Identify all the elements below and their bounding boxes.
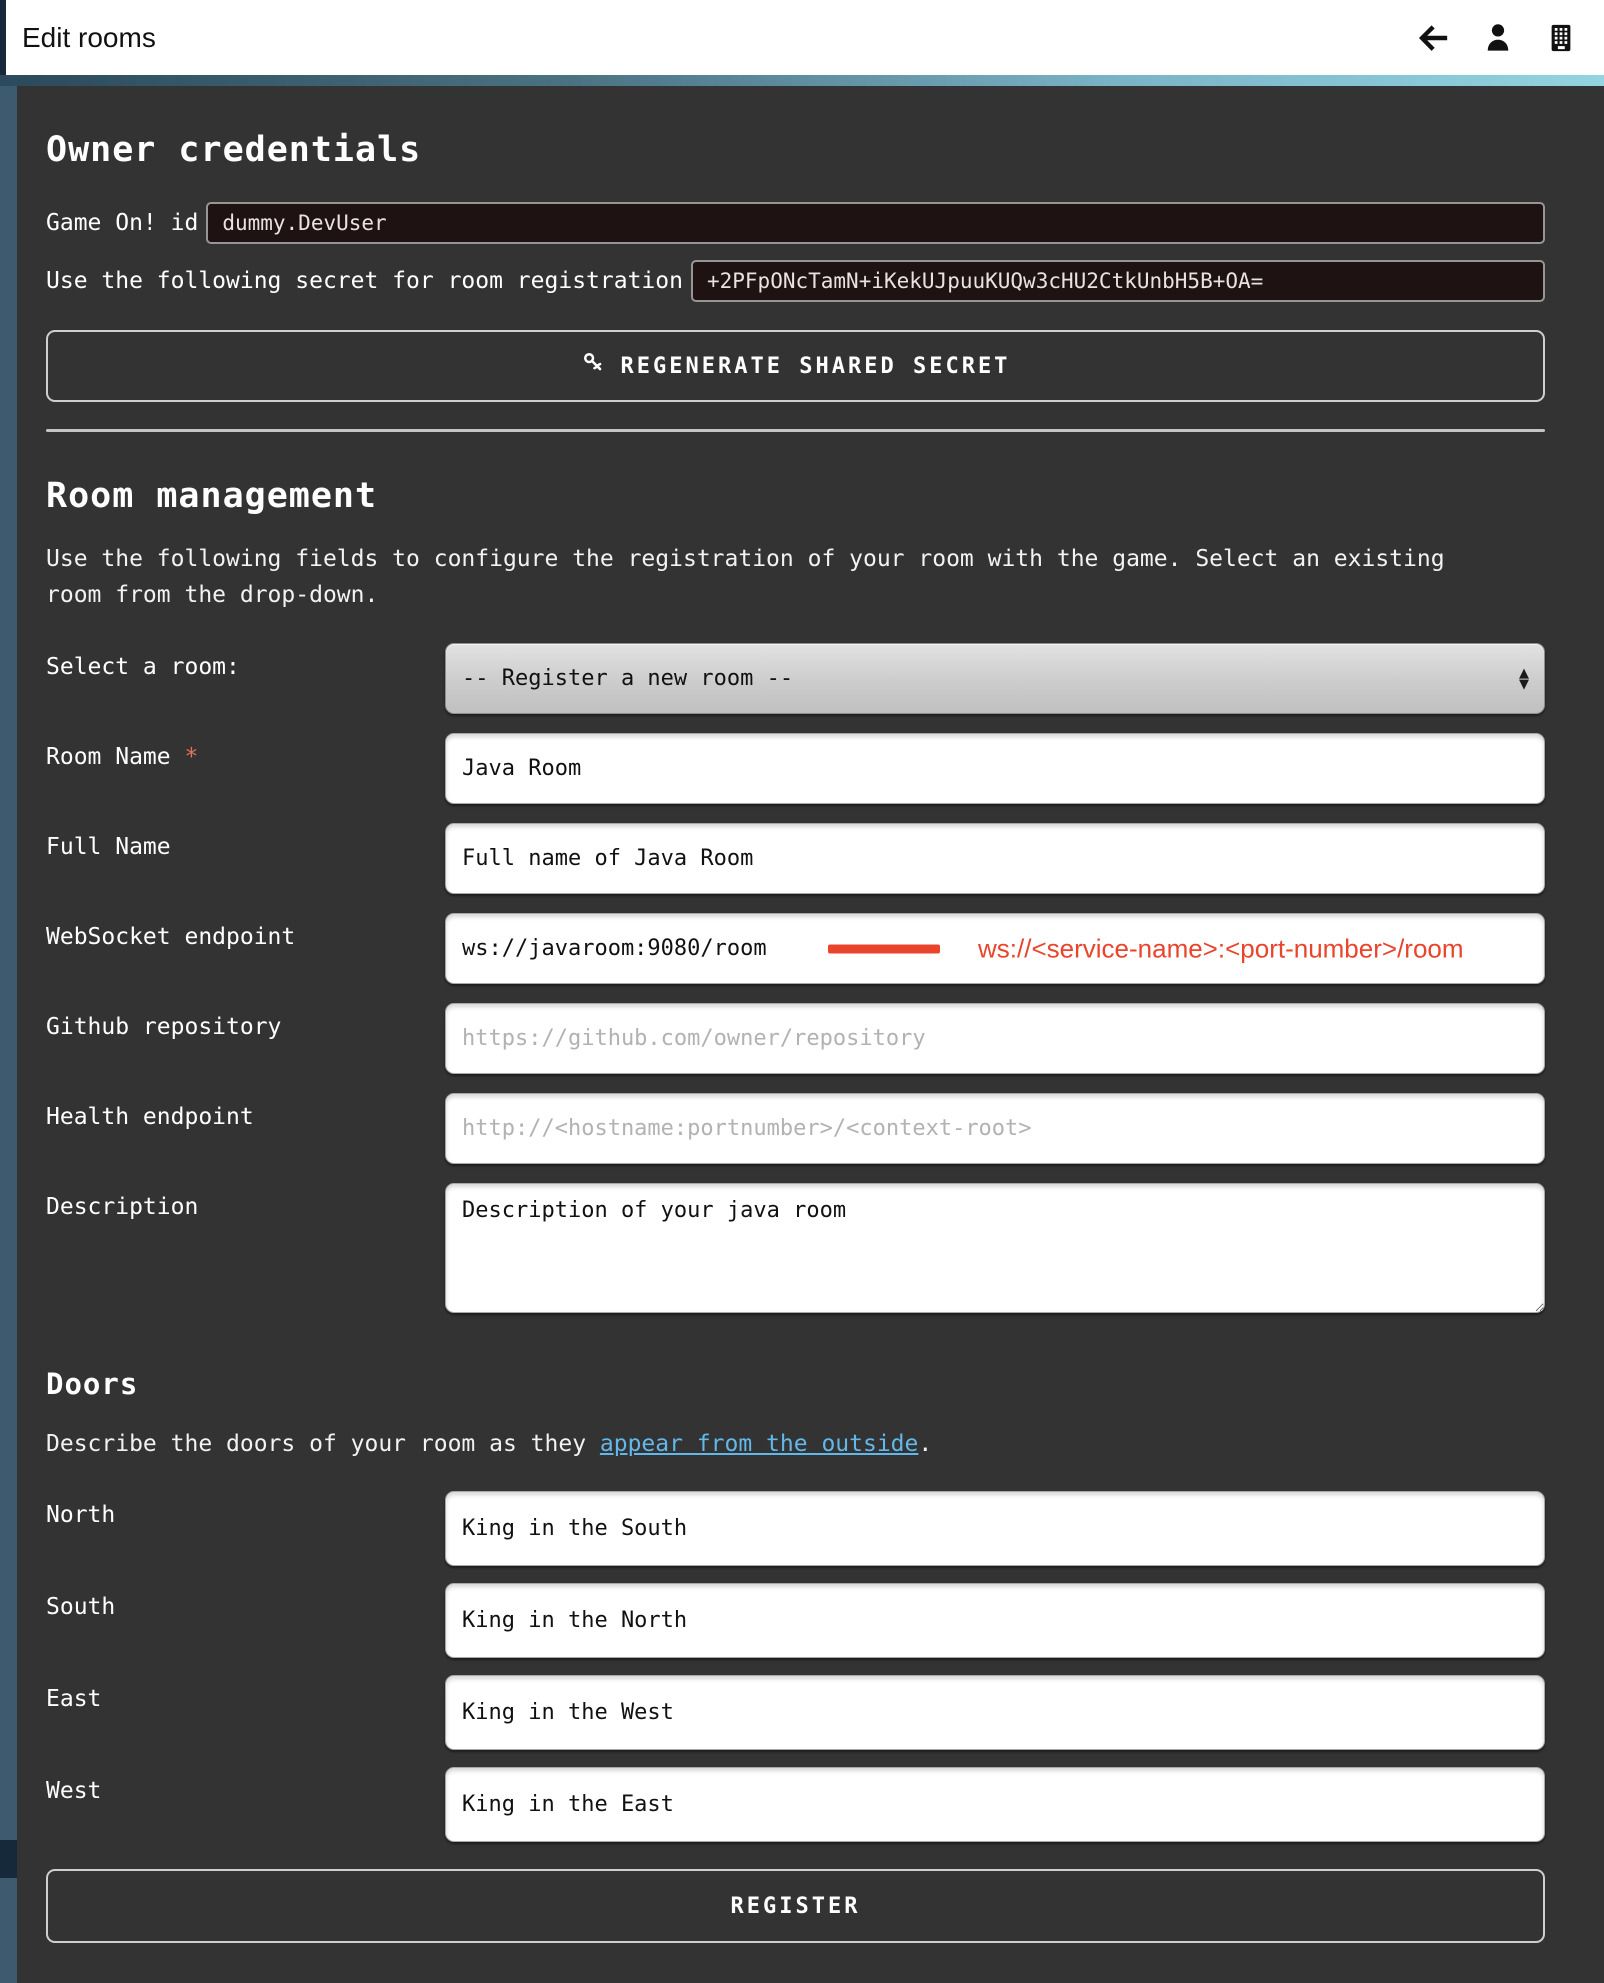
health-row xyxy=(46,1093,1545,1164)
health-input[interactable] xyxy=(445,1093,1545,1164)
east-door-row xyxy=(46,1675,1545,1750)
page-edge-block xyxy=(0,1840,17,1878)
websocket-row xyxy=(46,913,1545,984)
north-door-row xyxy=(46,1491,1545,1566)
full-name-label: Full Name xyxy=(46,834,171,861)
west-label: West xyxy=(46,1778,102,1805)
websocket-input[interactable] xyxy=(445,913,1545,984)
room-management-intro: Use the following fields to configure the registration of your room with the game. Select an existing room from the drop-down. xyxy=(46,546,1445,608)
owner-credentials-heading: Owner credentials xyxy=(46,130,422,170)
description-textarea[interactable] xyxy=(445,1183,1545,1313)
gameon-id-input[interactable] xyxy=(206,202,1545,244)
north-door-input[interactable] xyxy=(445,1491,1545,1566)
app-bar xyxy=(0,0,1604,75)
doors-form xyxy=(46,1491,1545,1842)
doors-heading: Doors xyxy=(46,1367,139,1402)
building-icon[interactable] xyxy=(1546,23,1576,53)
east-door-input[interactable] xyxy=(445,1675,1545,1750)
east-label: East xyxy=(46,1686,102,1713)
regenerate-secret-label: REGENERATE SHARED SECRET xyxy=(620,353,1011,379)
user-icon[interactable] xyxy=(1482,22,1514,54)
select-room-row xyxy=(46,643,1545,714)
room-name-row xyxy=(46,733,1545,804)
select-room-label: Select a room: xyxy=(46,654,240,681)
page-title: Edit rooms xyxy=(22,21,156,53)
select-spinner-icon: ▲ ▼ xyxy=(1519,665,1529,692)
room-management-heading: Room management xyxy=(46,476,378,516)
shared-secret-input[interactable] xyxy=(691,260,1545,302)
register-label: REGISTER xyxy=(730,1893,861,1919)
west-door-input[interactable] xyxy=(445,1767,1545,1842)
required-asterisk: * xyxy=(184,744,199,771)
appear-outside-link[interactable]: appear from the outside xyxy=(599,1431,919,1458)
github-label: Github repository xyxy=(46,1014,282,1041)
github-row xyxy=(46,1003,1545,1074)
description-row xyxy=(46,1183,1545,1317)
room-name-label: Room Name * xyxy=(46,744,199,771)
shared-secret-label: Use the following secret for room registration xyxy=(46,268,683,294)
app-bar-actions xyxy=(1416,21,1604,55)
south-door-input[interactable] xyxy=(445,1583,1545,1658)
room-select[interactable] xyxy=(445,643,1545,714)
south-door-row xyxy=(46,1583,1545,1658)
accent-gradient-strip xyxy=(0,75,1604,86)
github-input[interactable] xyxy=(445,1003,1545,1074)
main-panel xyxy=(17,86,1604,1983)
gameon-id-label: Game On! id xyxy=(46,210,199,236)
room-name-input[interactable] xyxy=(445,733,1545,804)
room-form xyxy=(46,643,1545,1317)
full-name-row xyxy=(46,823,1545,894)
shared-secret-row xyxy=(46,260,1545,302)
regenerate-secret-button[interactable] xyxy=(46,330,1545,402)
north-label: North xyxy=(46,1502,116,1529)
annotation-text: ws://<service-name>:<port-number>/room xyxy=(978,933,1464,964)
west-door-row xyxy=(46,1767,1545,1842)
gameon-id-row xyxy=(46,202,1545,244)
description-label: Description xyxy=(46,1194,199,1221)
back-arrow-icon[interactable] xyxy=(1416,21,1450,55)
register-button[interactable] xyxy=(46,1869,1545,1943)
south-label: South xyxy=(46,1594,116,1621)
full-name-input[interactable] xyxy=(445,823,1545,894)
websocket-label: WebSocket endpoint xyxy=(46,924,296,951)
health-label: Health endpoint xyxy=(46,1104,254,1131)
key-icon xyxy=(581,350,607,382)
doors-intro: Describe the doors of your room as they appear from the outside. xyxy=(46,1431,933,1458)
